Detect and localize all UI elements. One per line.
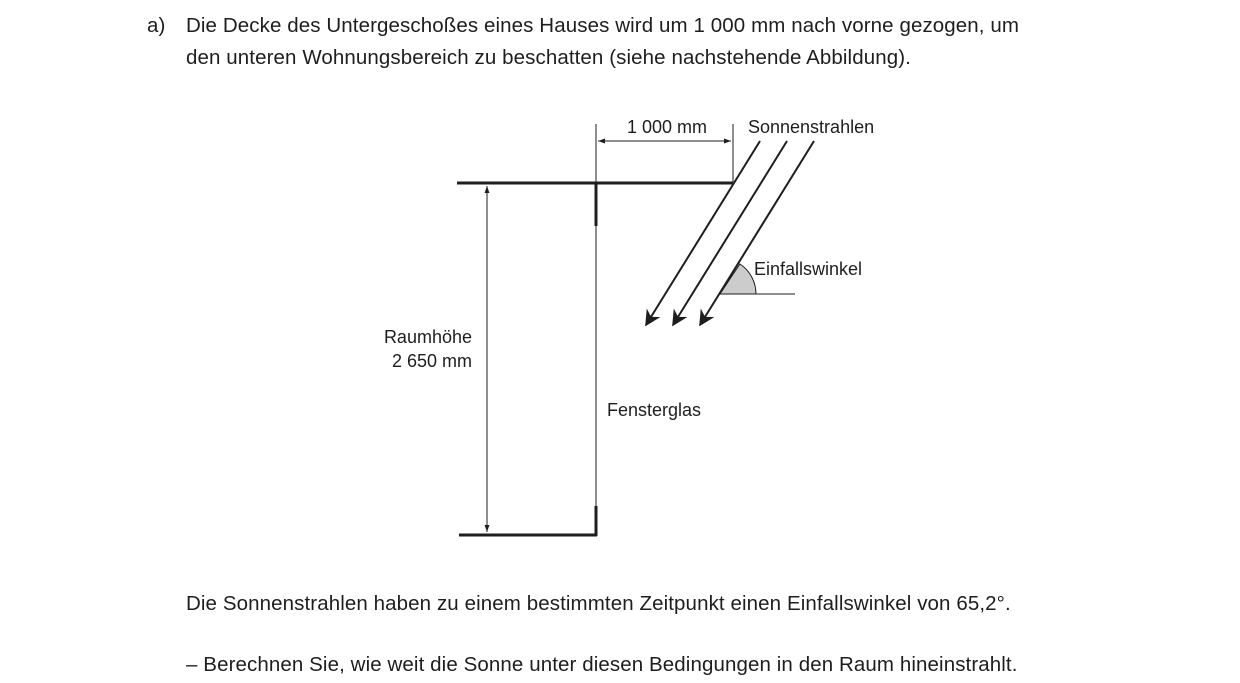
incidence-angle-arc — [720, 264, 756, 294]
sun-ray-1 — [646, 141, 760, 325]
height-label-line-1: Raumhöhe — [383, 327, 472, 347]
height-label-line-2: 2 650 mm — [391, 351, 472, 371]
task-intro-line-2: den unteren Wohnungsbereich zu beschatten (siehe nachstehende Abbildung). — [186, 46, 911, 69]
task-instruction: – Berechnen Sie, wie weit die Sonne unter diesen Bedingungen in den Raum hineinstrahlt. — [186, 653, 1018, 676]
overhang-dimension-label: 1 000 mm — [626, 117, 708, 137]
sun-ray-2 — [673, 141, 787, 325]
angle-paragraph: Die Sonnenstrahlen haben zu einem bestimmten Zeitpunkt einen Einfallswinkel von 65,2°. — [186, 592, 1011, 615]
angle-label: Einfallswinkel — [754, 259, 863, 279]
task-intro-line-1: Die Decke des Untergeschoßes eines Hauses wird um 1 000 mm nach vorne gezogen, um — [186, 14, 1020, 37]
task-label: a) — [147, 14, 166, 37]
sunrays-label: Sonnenstrahlen — [748, 117, 875, 137]
sun-ray-3 — [700, 141, 814, 325]
glass-label: Fensterglas — [607, 400, 702, 420]
